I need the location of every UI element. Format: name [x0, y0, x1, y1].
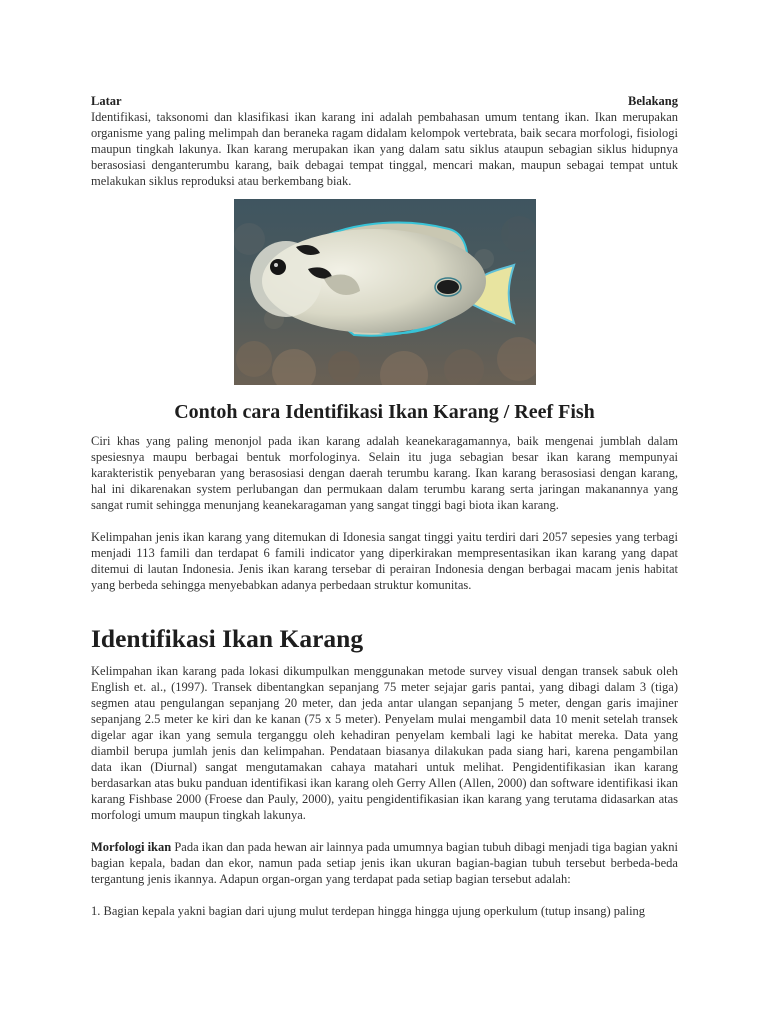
morfologi-text: Pada ikan dan pada hewan air lainnya pada umumnya bagian tubuh dibagi menjadi tiga bagian yakni bagian kepala, badan dan ekor, namun pada setiap jenis ikan ukuran bagian-bagian tubuh tersebut berbeda-beda tergantung jenis ikannya. Adapun organ-organ yang terdapat pada setiap bagian tersebut adalah: [91, 840, 679, 886]
section1-title: Contoh cara Identifikasi Ikan Karang / Reef Fish [174, 401, 595, 423]
header-row [91, 93, 678, 109]
section2-paragraph-3: 1. Bagian kepala yakni bagian dari ujung mulut terdepan hingga hingga ujung operkulum (tutup insang) paling [91, 904, 646, 918]
section2-title: Identifikasi Ikan Karang [91, 624, 364, 653]
morfologi-lead: Morfologi ikan [91, 840, 172, 854]
header-left: Latar [91, 94, 122, 108]
document-content [91, 93, 678, 919]
section2-paragraph-2 [91, 839, 678, 887]
section1-paragraph-1: Ciri khas yang paling menonjol pada ikan karang adalah keanekaragamannya, baik mengenai jumblah dalam spesiesnya maupu berbagai bentuk morfologinya. Selain itu juga sebagian besar ikan karang mempunyai karakteristik penyebaran yang berasosiasi dengan daerah terumbu karang. Ikan karang berasosiasi dengan karang, hal ini dikarenakan system perlubangan dan permukaan dalam terumbu karang serta jaringan makanannya yang sangat rumit sehingga menunjang keanekaragaman yang sangat tinggi bagi biota ikan karang. [91, 434, 678, 512]
header-right: Belakang [627, 94, 678, 108]
fish-illustration [234, 199, 536, 385]
intro-paragraph: Identifikasi, taksonomi dan klasifikasi ikan karang ini adalah pembahasan umum tentang ikan. Ikan merupakan organisme yang paling melimpah dan beraneka ragam didalam kelompok vertebrata, baik secara morfologi, fisiologi maupun tingkah lakunya. Ikan karang merupakan ikan yang dalam satu siklus ataupun sebagian siklus hidupnya berasosiasi denganterumbu karang, baik debagai tempat tinggal, mencari makan, maupun sebagai tempat untuk melakukan siklus reproduksi atau berkembang biak. [91, 110, 678, 188]
reef-fish-photo [234, 199, 536, 385]
section2-paragraph-1: Kelimpahan ikan karang pada lokasi dikumpulkan menggunakan metode survey visual dengan transek sabuk oleh English et. al., (1997). Transek dibentangkan sepanjang 75 meter sejajar garis pantai, yang dibagi dalam 3 (tiga) segmen atau pengulangan sepanjang 20 meter, dan jeda antar ulangan sepanjang 5 meter, dengan garis imajiner sepanjang 2.5 meter ke kiri dan ke kanan (75 x 5 meter). Penyelam mulai mengambil data 10 menit setelah transek digelar agar ikan yang semula terganggu oleh kehadiran penyelam kembali lagi ke habitat mereka. Data yang diambil berupa jumlah jenis dan kelimpahan. Pendataan biasanya dilakukan pada siang hari, karena pengambilan data ikan (Diurnal) sangat mengutamakan cahaya matahari untuk melihat. Pengidentifikasian ikan karang berdasarkan atas buku panduan identifikasi ikan karang oleh Gerry Allen (Allen, 2000) dan software identifikasi ikan karang Fishbase 2000 (Froese dan Pauly, 2000), yaitu pengidentifikasian ikan karang yang terutama didasarkan atas morfologi umum maupun tingkah lakunya. [91, 664, 678, 822]
section1-paragraph-2: Kelimpahan jenis ikan karang yang ditemukan di Idonesia sangat tinggi yaitu terdiri dari 2057 sepesies yang terbagi menjadi 113 famili dan terdapat 6 famili indicator yang diperkirakan mempresentasikan ikan karang yang dapat ditemui di lautan Indonesia. Jenis ikan karang tersebar di perairan Indonesia dengan berbagai macam jenis habitat yang berbeda sehingga menyebabkan adanya perbedaan struktur komunitas. [91, 530, 678, 592]
